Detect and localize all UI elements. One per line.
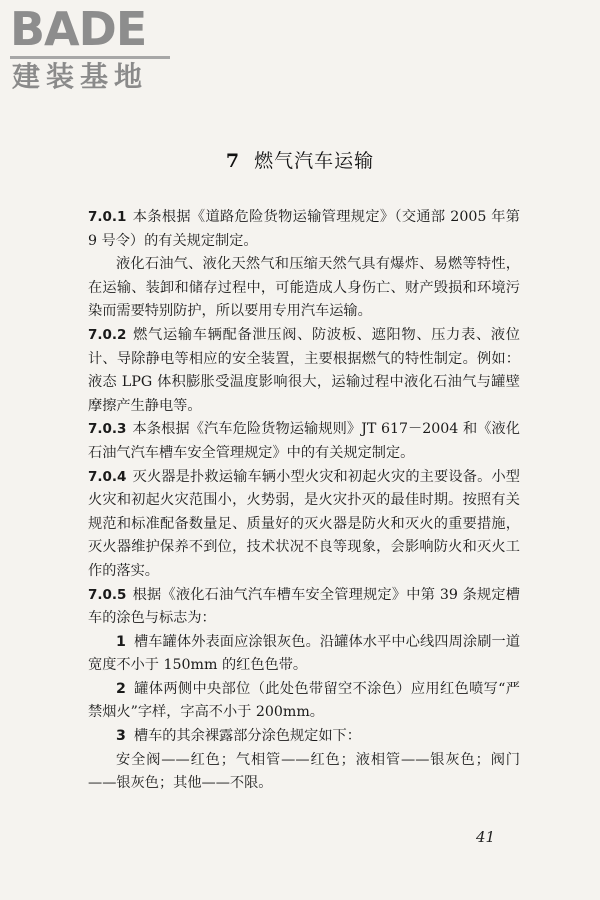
clause-text: 根据《液化石油气汽车槽车安全管理规定》中第 39 条规定槽车的涂色与标志为： [88,586,520,627]
list-item-number: 2 [116,680,126,697]
chapter-number: 7 [225,150,241,172]
list-item-text: 槽车的其余裸露部分涂色规定如下： [133,728,361,745]
logo-divider [10,56,170,59]
clause-number: 7.0.1 [88,209,127,225]
list-item [88,631,520,678]
document-body [88,206,520,796]
clause-7-0-1 [88,206,520,253]
list-item [88,725,520,749]
clause-text: 灭火器是扑救运输车辆小型火灾和初起火灾的主要设备。小型火灾和初起火灾范围小，火势弱，是火灾扑灭的最佳时期。按照有关规范和标准配备数量足、质量好的灭火器是防火和灭火的重要措施，灭火器维护保养不到位，技术状况不良等现象，会影响防火和灭火工作的落实。 [88,468,520,579]
clause-number: 7.0.4 [88,468,127,485]
logo-tagline: 建装基地 [12,60,149,93]
list-item-text: 槽车罐体外表面应涂银灰色。沿罐体水平中心线四周涂刷一道宽度不小于 150mm 的红色色带。 [88,633,520,674]
clause-text: 燃气运输车辆配备泄压阀、防波板、遮阳物、压力表、液位计、导除静电等相应的安全装置，主要根据燃气的特性制定。例如：液态 LPG 体积膨胀受温度影响很大，运输过程中液化石油气与罐壁摩擦产生静电等。 [88,326,520,414]
logo [10,2,175,96]
clause-text: 本条根据《道路危险货物运输管理规定》（交通部 2005 年第 9 号令）的有关规定制定。 [88,209,520,249]
color-spec-paragraph: 安全阀——红色；气相管——红色；液相管——银灰色；阀门——银灰色；其他——不限。 [88,751,520,792]
list-item-text: 罐体两侧中央部位（此处色带留空不涂色）应用红色喷写“严禁烟火”字样，字高不小于 200mm。 [88,680,520,721]
list-item-number: 1 [116,633,126,650]
clause-number: 7.0.5 [88,586,127,603]
logo-wordmark: BADE [10,2,147,56]
clause-7-0-3 [88,418,520,465]
list-item-number: 3 [116,728,126,745]
page-number: 41 [476,828,496,846]
list-item [88,678,520,725]
clause-number: 7.0.3 [88,421,127,438]
clause-7-0-1-paragraph: 液化石油气、液化天然气和压缩天然气具有爆炸、易燃等特性，在运输、装卸和储存过程中，可能造成人身伤亡、财产毁损和环境污染而需要特别防护，所以要用专用汽车运输。 [88,256,520,320]
clause-7-0-4 [88,466,520,584]
clause-7-0-2 [88,324,520,418]
clause-text: 本条根据《汽车危险货物运输规则》JT 617－2004 和《液化石油气汽车槽车安全管理规定》中的有关规定制定。 [88,421,520,461]
clause-7-0-5 [88,584,520,631]
chapter-title-text: 燃气汽车运输 [254,150,375,172]
chapter-title [0,146,600,173]
clause-number: 7.0.2 [88,326,127,343]
